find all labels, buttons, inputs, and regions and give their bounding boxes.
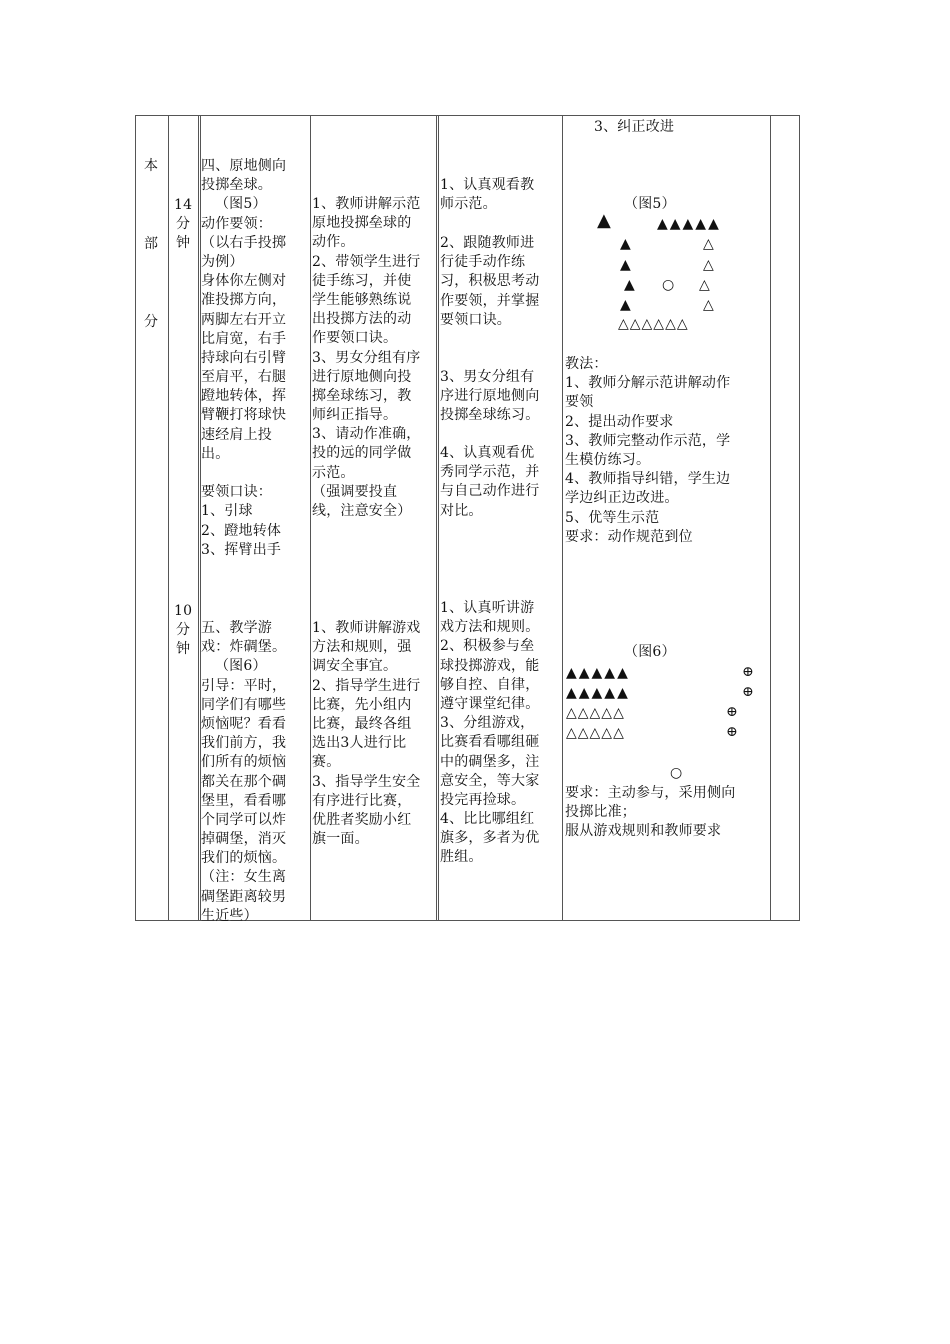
table-top-border (135, 115, 799, 116)
col-border-1 (168, 115, 169, 921)
student-line: 2、跟随教师进 (440, 235, 535, 251)
teacher-line: 3、请动作准确， (312, 426, 421, 443)
student-line: 4、认真观看优 (440, 445, 535, 461)
teacher-line: 赛。 (312, 754, 341, 771)
org-method-line: 生模仿练习。 (565, 451, 651, 468)
fig6-row-4-icons: △△△△△ (566, 725, 625, 741)
student-block-game (440, 599, 539, 868)
teacher-line: 2、指导学生进行 (312, 677, 421, 694)
col-border-5 (562, 115, 563, 921)
teacher-line: 出投掷方法的动 (312, 311, 412, 328)
fig5-right-icon-1: △ (703, 236, 714, 252)
col-border-3 (310, 115, 311, 921)
org-correction-text: 3、纠正改进 (594, 119, 675, 135)
content-line: 速经肩上投 (201, 426, 272, 443)
time-2-value: 10 (174, 603, 193, 619)
content-line: 四、原地侧向 (201, 158, 287, 174)
teacher-line: 调安全事宜。 (312, 658, 398, 675)
org-method-line: 5、优等生示范 (565, 509, 660, 526)
student-line: 序进行原地侧向 (440, 388, 540, 405)
content-line: 身体你左侧对 (201, 273, 287, 290)
student-line: 要领口诀。 (440, 311, 511, 328)
content-line: 个同学可以炸 (201, 811, 287, 828)
content-line: 两脚左右开立 (201, 311, 287, 328)
fig5-left-icon-1: ▲ (620, 236, 631, 252)
student-line: 1、认真观看教 (440, 177, 535, 193)
org-method-line: 3、教师完整动作示范，学 (565, 432, 731, 449)
student-line: 与自己动作进行 (440, 483, 540, 500)
fig5-caption: （图5） (624, 196, 676, 212)
col-border-4b (438, 115, 439, 921)
org-requirement-line: 投掷比准； (565, 804, 636, 821)
student-line: 够自控、自律， (440, 676, 540, 693)
fig5-left-icon-4: ▲ (620, 297, 631, 313)
section-label-char-1: 本 (144, 158, 159, 174)
fig5-left-icon-2: ▲ (620, 257, 631, 273)
teacher-block-throwing (312, 195, 421, 521)
student-line: 习，积极思考动 (440, 273, 540, 290)
student-block-1c (440, 368, 539, 426)
content-line: 准投掷方向， (201, 292, 287, 309)
content-line: 比肩宽，右手 (201, 330, 287, 347)
org-requirement-line: 要求：主动参与，采用侧向 (565, 785, 736, 801)
student-line: 行徒手动作练 (440, 254, 526, 271)
fig6-row-1-icons: ▲▲▲▲▲ (566, 665, 630, 681)
org-method-line: 2、提出动作要求 (565, 413, 674, 430)
col-border-0 (135, 115, 136, 921)
student-line: 秀同学示范，并 (440, 464, 540, 481)
teacher-line: 1、教师讲解示范 (312, 196, 421, 212)
content-line: 堡里，看看哪 (201, 792, 287, 809)
content-block-game (201, 619, 286, 926)
fig5-bottom-row-icons: △△△△△△ (618, 316, 689, 332)
content-line: 引导：平时， (201, 677, 287, 694)
org-method-line: 4、教师指导纠错，学生边 (565, 471, 731, 488)
time-2-unit-a: 分 (176, 622, 191, 638)
teacher-line: 有序进行比赛， (312, 792, 412, 809)
content-line: 碉堡距离较男 (201, 888, 287, 905)
fig5-top-row-icons: ▲▲▲▲▲ (657, 216, 721, 232)
org-method-line: 要领 (565, 394, 594, 411)
content-line: （注：女生离 (201, 869, 287, 886)
content-line: 要领口诀： (201, 484, 272, 501)
content-line: （以右手投掷 (201, 234, 287, 251)
content-line: 们所有的烦恼 (201, 754, 287, 771)
teacher-line: 2、带领学生进行 (312, 253, 421, 270)
col-border-7 (799, 115, 800, 921)
col-border-2 (198, 115, 199, 921)
teacher-line: 师纠正指导。 (312, 407, 398, 424)
col-border-6 (770, 115, 771, 921)
teacher-line: 动作。 (312, 234, 355, 251)
teacher-line: 优胜者奖励小红 (312, 811, 412, 828)
time-1-unit-b: 钟 (176, 235, 191, 251)
teacher-line: （强调要投直 (312, 483, 398, 500)
teacher-line: 比赛，先小组内 (312, 696, 412, 713)
content-block-throwing (201, 157, 286, 560)
teacher-block-game (312, 619, 421, 849)
content-line: 五、教学游 (201, 620, 272, 636)
section-label-char-2: 部 (144, 236, 159, 252)
student-line: 投掷垒球练习。 (440, 407, 540, 424)
content-line: 为例） (201, 253, 244, 270)
content-line: 1、引球 (201, 503, 253, 520)
content-line: 烦恼呢？看看 (201, 715, 287, 732)
teacher-line: 1、教师讲解游戏 (312, 620, 421, 636)
time-1-unit-a: 分 (176, 216, 191, 232)
content-line (201, 464, 286, 483)
org-method-line: 1、教师分解示范讲解动作 (565, 375, 731, 392)
fig6-target-icon-1: ⊕ (742, 664, 754, 680)
teacher-line: 徒手练习，并使 (312, 272, 412, 289)
student-line: 遵守课堂纪律。 (440, 695, 540, 712)
student-line: 戏方法和规则。 (440, 619, 540, 636)
content-line: 我们前方，我 (201, 735, 287, 752)
student-line: 3、男女分组有 (440, 369, 535, 385)
fig6-caption: （图6） (624, 644, 676, 660)
org-requirement-block (565, 784, 735, 842)
org-method-line: 学边纠正边改进。 (565, 490, 679, 507)
content-line: 动作要领： (201, 215, 272, 232)
student-block-1a (440, 176, 534, 214)
content-line: 3、挥臂出手 (201, 541, 282, 558)
student-line: 师示范。 (440, 196, 497, 213)
student-line: 球投掷游戏，能 (440, 657, 540, 674)
content-line: （图6） (201, 658, 267, 675)
content-line: 都关在那个碉 (201, 773, 287, 790)
content-line: 蹬地转体，挥 (201, 388, 287, 405)
teacher-line: 学生能够熟练说 (312, 291, 412, 308)
teacher-line: 旗一面。 (312, 831, 369, 848)
content-line: 至肩平，右腿 (201, 369, 287, 386)
teacher-line: 3、指导学生安全 (312, 773, 421, 790)
content-line: 持球向右引臂 (201, 349, 287, 366)
org-method-line: 教法： (565, 356, 608, 372)
student-line: 旗多，多者为优 (440, 830, 540, 847)
time-2-unit-b: 钟 (176, 641, 191, 657)
fig5-big-triangle-icon: ▲ (597, 210, 611, 231)
content-line: 出。 (201, 445, 230, 462)
fig6-circle-icon: ○ (670, 765, 683, 781)
teacher-line: 方法和规则，强 (312, 639, 412, 656)
student-line: 中的碉堡多，注 (440, 753, 540, 770)
teacher-line: 作要领口诀。 (312, 330, 398, 347)
student-line: 4、比比哪组红 (440, 811, 535, 828)
student-line: 胜组。 (440, 849, 483, 866)
content-line: 2、蹬地转体 (201, 522, 282, 539)
time-1-value: 14 (174, 197, 193, 213)
content-line: 戏：炸碉堡。 (201, 639, 287, 656)
student-line: 比赛看看哪组砸 (440, 734, 540, 751)
teacher-line: 投的远的同学做 (312, 445, 412, 462)
content-line: 我们的烦恼。 (201, 850, 287, 867)
content-line: 生近些） (201, 907, 258, 924)
fig6-target-icon-4: ⊕ (726, 724, 738, 740)
student-line: 意安全，等大家 (440, 772, 540, 789)
teacher-line: 原地投掷垒球的 (312, 215, 412, 232)
fig6-target-icon-2: ⊕ (742, 684, 754, 700)
teacher-line: 3、男女分组有序 (312, 349, 421, 366)
org-method-block (565, 355, 730, 547)
student-line: 2、积极参与垒 (440, 638, 535, 655)
student-line: 作要领，并掌握 (440, 292, 540, 309)
student-line: 投完再捡球。 (440, 791, 526, 808)
content-line: 投掷垒球。 (201, 177, 272, 194)
student-line: 1、认真听讲游 (440, 600, 535, 616)
student-line: 3、分组游戏， (440, 715, 535, 732)
student-block-1d (440, 444, 539, 521)
fig5-right-icon-4: △ (703, 297, 714, 313)
teacher-line: 示范。 (312, 464, 355, 481)
org-requirement-line: 服从游戏规则和教师要求 (565, 823, 722, 840)
teacher-line: 进行原地侧向投 (312, 368, 412, 385)
fig5-right-icon-3: △ (699, 277, 710, 293)
col-border-4 (436, 115, 437, 921)
teacher-line: 线，注意安全） (312, 503, 412, 519)
section-label-char-3: 分 (144, 314, 159, 330)
teacher-line: 比赛，最终各组 (312, 715, 412, 732)
content-line: （图5） (201, 196, 267, 213)
teacher-line: 掷垒球练习，教 (312, 387, 412, 404)
fig5-circle-icon: ○ (662, 277, 675, 293)
content-line: 臂鞭打将球快 (201, 407, 287, 424)
fig6-row-3-icons: △△△△△ (566, 705, 625, 721)
fig6-target-icon-3: ⊕ (726, 704, 738, 720)
content-line: 掉碉堡，消灭 (201, 831, 287, 848)
teacher-line: 选出3人进行比 (312, 735, 407, 752)
content-line: 同学们有哪些 (201, 696, 287, 713)
fig5-right-icon-2: △ (703, 257, 714, 273)
student-block-1b (440, 234, 539, 330)
fig6-row-2-icons: ▲▲▲▲▲ (566, 685, 630, 701)
org-method-line: 要求：动作规范到位 (565, 528, 693, 545)
student-line: 对比。 (440, 502, 483, 519)
fig5-left-icon-3: ▲ (624, 277, 635, 293)
